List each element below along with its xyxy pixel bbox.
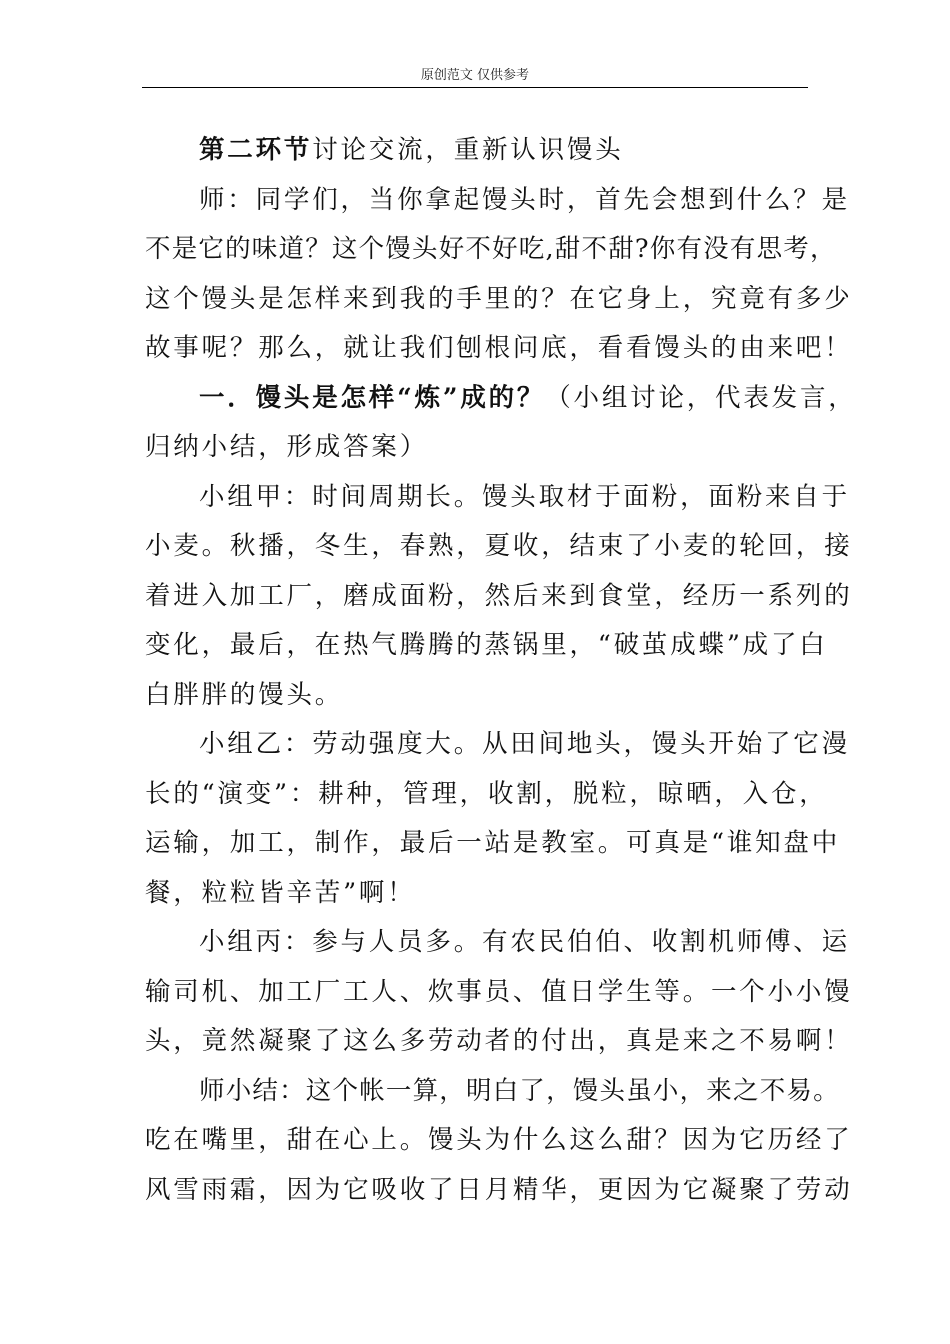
intro-line: 不是它的味道？这个馒头好不好吃,甜不甜?你有没有思考， xyxy=(145,234,837,264)
group-c-line: 头，竟然凝聚了这么多劳动者的付出，真是来之不易啊！ xyxy=(145,1026,853,1056)
group-a-line: 白胖胖的馒头。 xyxy=(145,679,344,710)
group-b-line: 小组乙：劳动强度大。从田间地头，馒头开始了它漫 xyxy=(199,729,850,759)
group-a-line: 小麦。秋播，冬生，春熟，夏收，结束了小麦的轮回，接 xyxy=(145,531,853,561)
header-rule xyxy=(142,87,808,88)
question-heading xyxy=(145,374,857,424)
section-title-rest: 讨论交流，重新认识馒头 xyxy=(312,135,624,165)
group-b-line: 长的“演变”：耕种，管理，收割，脱粒，晾晒，入仓， xyxy=(145,778,828,809)
question-line: 归纳小结，形成答案） xyxy=(145,432,429,462)
group-c-line: 输司机、加工厂工人、炊事员、值日学生等。一个小小馒 xyxy=(145,976,853,1007)
summary-line: 师小结：这个帐一算，明白了，馒头虽小，来之不易。 xyxy=(199,1075,840,1106)
group-c-line: 小组丙：参与人员多。有农民伯伯、收割机师傅、运 xyxy=(199,927,850,957)
section-title xyxy=(145,126,817,176)
group-a-line: 小组甲：时间周期长。馒头取材于面粉，面粉来自于 xyxy=(199,481,850,512)
document-body xyxy=(145,126,857,1215)
group-b-line: 餐，粒粒皆辛苦”啊！ xyxy=(145,877,416,908)
group-a-line: 变化，最后，在热气腾腾的蒸锅里，“破茧成蝶”成了白 xyxy=(145,630,828,660)
summary-line: 吃在嘴里，甜在心上。馒头为什么这么甜？因为它历经了 xyxy=(145,1125,853,1155)
intro-line: 师：同学们，当你拿起馒头时，首先会想到什么？是 xyxy=(199,184,850,215)
summary-line: 风雪雨霜，因为它吸收了日月精华，更因为它凝聚了劳动 xyxy=(145,1174,853,1205)
question-bold: 一．馒头是怎样“炼”成的？ xyxy=(199,382,546,413)
group-a-line: 着进入加工厂，磨成面粉，然后来到食堂，经历一系列的 xyxy=(145,580,853,611)
section-title-bold: 第二环节 xyxy=(199,135,313,165)
page-header: 原创范文 仅供参考 xyxy=(420,68,530,83)
intro-line: 故事呢？那么，就让我们刨根问底，看看馒头的由来吧！ xyxy=(145,333,853,363)
group-b-line: 运输，加工，制作，最后一站是教室。可真是“谁知盘中 xyxy=(145,828,841,858)
intro-line: 这个馒头是怎样来到我的手里的？在它身上，究竟有多少 xyxy=(145,283,853,314)
question-rest: （小组讨论，代表发言， xyxy=(545,382,857,413)
